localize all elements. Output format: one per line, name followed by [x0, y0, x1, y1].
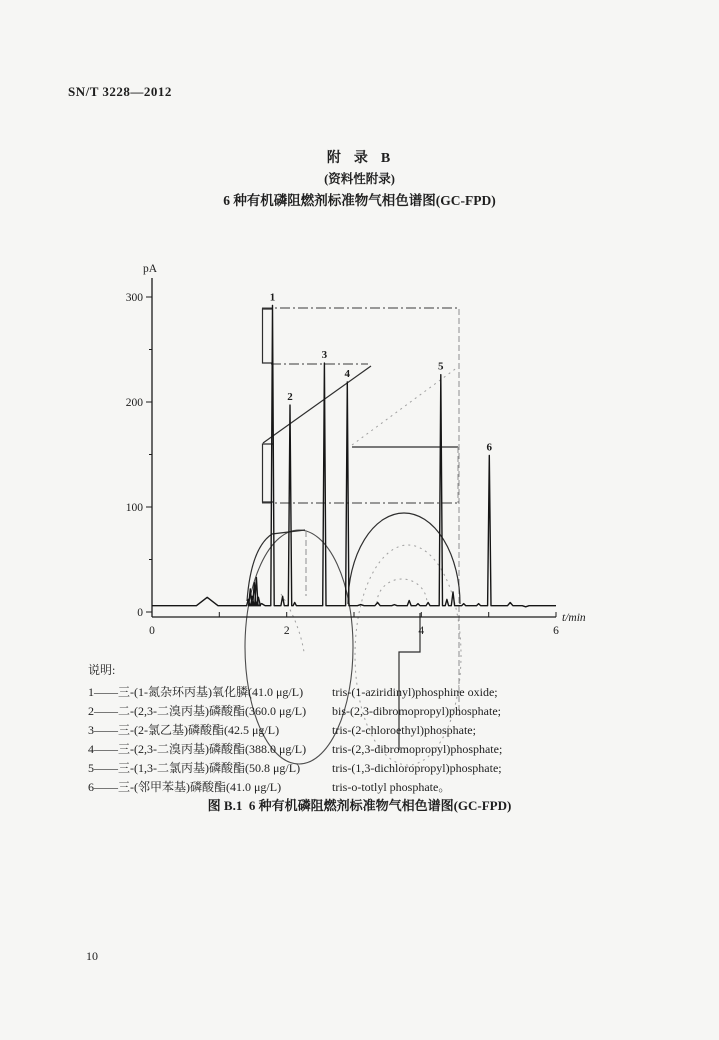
watermark-diagonal [352, 367, 458, 445]
appendix-title: 附 录 B [326, 151, 393, 166]
watermark-arc [348, 513, 460, 604]
y-tick-label: 300 [125, 292, 143, 304]
legend-entry-zh: 1——三-(1-氮杂环丙基)氧化膦(41.0 μg/L) [88, 685, 304, 699]
figure-caption: 图 B.1 6 种有机磷阻燃剂标准物气相色谱图(GC-FPD) [207, 798, 512, 813]
y-tick-label: 100 [125, 502, 143, 514]
legend-entry-zh: 5——三-(1,3-二氯丙基)磷酸酯(50.8 μg/L) [88, 761, 301, 775]
legend-row [88, 702, 502, 721]
standard-number: SN/T 3228—2012 [68, 84, 172, 99]
legend-entry-en: tris-(1,3-dichloropropyl)phosphate; [332, 761, 502, 775]
peak-label-1: 1 [269, 291, 276, 304]
x-axis-unit-label: t/min [562, 612, 586, 624]
x-tick-label: 4 [418, 625, 425, 637]
y-axis-unit-label: pA [142, 263, 158, 275]
chart-axes [126, 263, 586, 637]
figure-legend [88, 661, 502, 797]
legend-entry-en: bis-(2,3-dibromopropyl)phosphate; [332, 704, 501, 718]
legend-row [88, 683, 502, 702]
legend-row [88, 740, 502, 759]
legend-entry-en: tris-o-totlyl phosphate。 [332, 780, 451, 794]
page-number: 10 [86, 949, 98, 963]
y-tick-label: 200 [125, 397, 143, 409]
legend-entry-zh: 6——三-(邻甲苯基)磷酸酯(41.0 μg/L) [88, 780, 282, 794]
legend-entry-zh: 4——三-(2,3-二溴丙基)磷酸酯(388.0 μg/L) [88, 742, 307, 756]
peak-label-2: 2 [287, 391, 293, 404]
legend-entry-en: tris-(2,3-dibromopropyl)phosphate; [332, 742, 503, 756]
legend-entry-en: tris-(1-aziridinyl)phosphine oxide; [332, 685, 498, 699]
legend-row [88, 759, 502, 778]
watermark-arc [377, 579, 427, 603]
legend-entry-zh: 3——三-(2-氯乙基)磷酸酯(42.5 μg/L) [88, 723, 280, 737]
watermark-diagonal [263, 366, 371, 443]
peak-label-5: 5 [438, 360, 444, 373]
legend-row [88, 721, 502, 740]
legend-entry-en: tris-(2-chloroethyl)phosphate; [332, 723, 476, 737]
x-tick-label: 2 [283, 625, 290, 637]
y-tick-label: 0 [137, 607, 143, 619]
legend-entry-zh: 2——二-(2,3-二溴丙基)磷酸酯(360.0 μg/L) [88, 704, 307, 718]
x-tick-label: 6 [553, 625, 559, 637]
appendix-subtitle: (资料性附录) [324, 172, 395, 186]
watermark-bracket [263, 309, 274, 363]
peak-label-3: 3 [321, 349, 328, 362]
appendix-heading: 6 种有机磷阻燃剂标准物气相色谱图(GC-FPD) [223, 193, 496, 208]
x-tick-label: 0 [149, 625, 155, 637]
peak-label-6: 6 [486, 441, 493, 454]
legend-notes-label: 说明: [88, 663, 116, 677]
peak-label-4: 4 [344, 368, 351, 380]
